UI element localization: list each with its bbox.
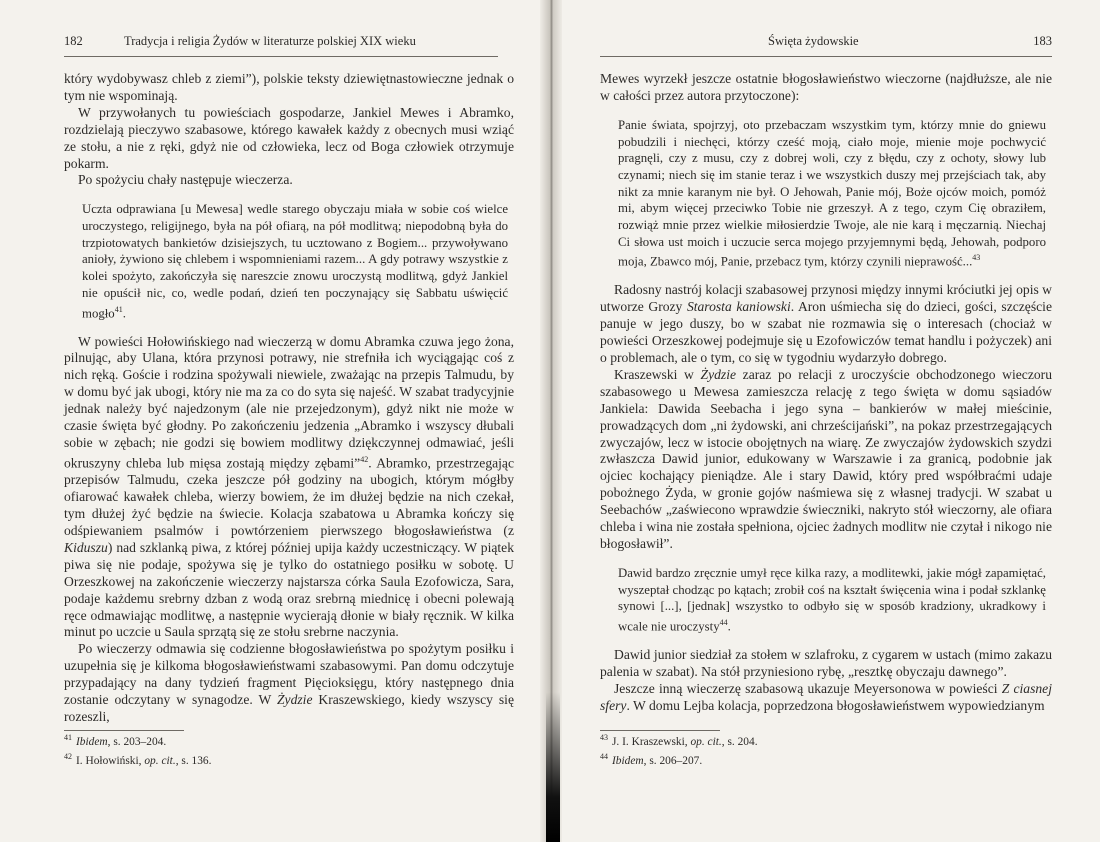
- right-p2-italic: Starosta kaniowski: [686, 299, 791, 315]
- right-quote-2-text: Dawid bardzo zręcznie umył ręce kilka razy, a modlitewki, jakie mógł zapamiętać, wyszeptał chodząc po kątach; zrobił coś na kształt święcenia wina i podał szklankę synowi [...], [jednak] wszystko to odbyło się w sposób kradziony, ukradkowy i wcale nie uroczysty: [618, 565, 1046, 634]
- right-paragraph-2: Radosny nastrój kolacji szabasowej przynosi między innymi króciutki jej opis w utworze Grozy Starosta kaniowski. Aron uśmiecha się do dzieci, gości, szczęście panuje w jego duszy, bo w szabat nie rozmawia się o interesach (chociaż w powieści Orzeszkowej podejmuje się u Ezofowiczów temat handlu i pożyczek) ani o problemach, ale o tym, co się w tygodniu wydarzyło dobrego.: [600, 282, 1052, 366]
- left-paragraph-1: który wydobywasz chleb z ziemi”), polskie teksty dziewiętnastowieczne jednak o tym nie wspominają.: [64, 71, 514, 103]
- right-block-quote-1: [618, 117, 1046, 271]
- right-header-rule: [600, 56, 1052, 57]
- left-quote-text: Uczta odprawiana [u Mewesa] wedle starego obyczaju miała w sobie coś wielce uroczystego, religijnego, była na pół ofiarą, na pół modlitwą; niepodobną była do trzpiotowatych bankietów dzisiejszych, tu ucztowano z Bogiem... przywoływano anioły, żywiono się chlebem i wspomnieniami razem... A gdy potrawy wszystkie z kolei spożyto, zakończyła się nareszcie znowu uroczystą modlitwą, gdyż Jankiel nie opuścił nic, co, wedle podań, dzień ten poczynający się Sabbatu uświęcić mogło: [82, 202, 508, 320]
- right-running-head: [600, 34, 1052, 52]
- left-page-number: 182: [64, 34, 83, 48]
- footnote-ref-44: 44: [719, 618, 728, 628]
- left-p5-italic: Żydzie: [276, 692, 313, 708]
- right-quote-1-text: Panie świata, spojrzyj, oto przebaczam wszystkim tym, którzy mnie do gniewu pobudzili i niechęci, którzy cześć moją, ciało moje, mienie moje pochwycić pragnęli, czy z musu, czy z dobrej woli, czy z błędu, czy z ochoty, słowy lub czynami; niech się im stanie teraz i we wszystkich duszy mej przejściach tak, aby nikt za mnie karanym nie był. O Jehowah, Panie mój, Boże ojców moich, pomóż mi, abym więcej przeciwko Tobie nie grzeszył. A z tego, czym Cię obraziłem, rozwiąż mnie przez wielkie miłosierdzie Twoje, ale nie karą i męczarnią. Niechaj Ci słowa ust moich i uczucie serca mojego przyjemnymi będą, Jehowah, podporo moja, Zbawco mój, Panie, przebacz tym, którzy czynili nieprawość...: [618, 117, 1046, 269]
- right-paragraph-3: Kraszewski w Żydzie zaraz po relacji z uroczyście obchodzonego wieczoru szabasowego u Mewesa zamieszcza relację z tego święta w domu sąsiadów Jankiela: Dawida Seebacha i jego syna – bankierów w małej mieścinie, prowadzących dom „ni żydowski, ani chrześcijański”, na pokaz przestrzegających zwyczajów, lecz w istocie obojętnych na wiarę. Ze zwyczajów żydowskich szydzi zwłaszcza Dawid junior, edukowany w Warszawie i za granicą, podobnie jak ojciec kochający pieniądze. Ale i stary Dawid, który pred współbraćmi udaje pobożnego Żyda, w gronie gojów naśmiewa się z własnej tradycji. W szabat u Seebachów „zaświecono wprawdzie świeczniki, nakryto stół wieczorny, ale ofiara chleba i wina nie została spełniona, ojciec żadnych modlitw nie czytał i nikogo nie błogosławił”.: [600, 366, 1052, 551]
- right-paragraph-4: Dawid junior siedział za stołem w szlafroku, z cygarem w ustach (mimo zakazu palenia w szabat). Na stół przyniesiono rybę, „resztkę obyczaju dawnego”.: [600, 646, 1052, 679]
- right-page-number: 183: [1033, 34, 1052, 48]
- gutter-shadow: [546, 692, 560, 842]
- footnote-ref-41: 41: [114, 304, 123, 314]
- left-footnotes: [64, 730, 211, 768]
- left-paragraph-2: W przywołanych tu powieściach gospodarze, Jankiel Mewes i Abramko, rozdzielają pieczywo szabasowe, którego kawałek każdy z obecnych musi wziąć ze stołu, a nie z ręki, gdyż nie od człowieka, lecz od Boga człowiek otrzymuje pokarm.: [64, 104, 514, 171]
- left-paragraph-5: [64, 641, 514, 726]
- left-paragraph-3: Po spożyciu chały następuje wieczerza.: [78, 172, 293, 188]
- left-paragraph-4: [64, 334, 514, 642]
- left-header-rule: [64, 56, 498, 57]
- left-p4-part-b: . Abramko, przestrzegając przepisów Talmudu, czeka jeszcze pół godziny na ubogich, którym mógłby ofiarować kawałek chleba, wierzy bowiem, że im dłużej będzie na nich czekał, tym dłużej żyć będzie na świecie. Kolacja szabatowa u Abramka kończy się odśpiewaniem psalmów i powtórzeniem pierwszego błogosławieństwa (z: [64, 455, 514, 539]
- right-p5-italic: Z ciasnej sfery: [600, 680, 1052, 713]
- left-p5-part-a: Po wieczerzy odmawia się codzienne błogosławieństwa po spożytym posiłku i uzupełnia się je kilkoma błogosławieństwami szabasowymi. Pan domu odczytuje przypadający na dany tydzień fragment Pięcioksięgu, który następnego dnia zostanie odczytany w synagodze. W: [64, 641, 514, 708]
- right-footnotes: [600, 730, 758, 768]
- right-p3-italic: Żydzie: [700, 366, 737, 382]
- right-block-quote-2: Dawid bardzo zręcznie umył ręce kilka razy, a modlitewki, jakie mógł zapamiętać, wyszeptał chodząc po kątach; zrobił coś na kształt święcenia wina i podał szklankę synowi [...], [jednak] wszystko to odbyło się w sposób kradziony, ukradkowy i wcale nie uroczysty$^{44}$.: [618, 565, 1046, 634]
- left-p4-part-a: W powieści Hołowińskiego nad wieczerzą w domu Abramka czuwa jego żona, pilnując, aby Ulana, która przynosi potrawy, nie strefniła ich wyciągając coś z nich ręką. Goście i rodzina spożywali niewiele, zważając na przepis Talmudu, by w domu być jak ubogi, który nie ma za co do syta się najeść. W szabat tradycyjnie jednak należy być najedzonym (ale nie przejedzonym), gdyż nikt nie może w czasie święta być głodny. Po zakończeniu jedzenia „Abramko i wszyscy dłubali sobie w zębach; nie godzi się bowiem modlitwy dziękczynnej odmawiać, jeśli okruszyny chleba lub mięsa zostają między zębami”: [64, 333, 514, 471]
- left-block-quote: Uczta odprawiana [u Mewesa] wedle starego obyczaju miała w sobie coś wielce uroczystego, religijnego, była na pół ofiarą, na pół modlitwą; niepodobną była do trzpiotowatych bankietów dzisiejszych, tu ucztowano z Bogiem... przywoływano anioły, żywiono się chlebem i wspomnieniami razem... A gdy potrawy wszystkie z kolei spożyto, zakończyła się nareszcie znowu uroczystą modlitwą, gdyż Jankiel nie opuścił nic, co, wedle podań, dzień ten poczynający się Sabbatu uświęcić mogło$^{41}$.: [82, 202, 508, 320]
- right-paragraph-1: Mewes wyrzekł jeszcze ostatnie błogosławieństwo wieczorne (najdłuższe, ale nie w całości przez autora przytoczone):: [600, 71, 1052, 103]
- footnote-44: $^{44}$ Ibidem, s. 206–207.: [600, 751, 703, 767]
- footnote-ref-43: 43: [972, 253, 981, 263]
- right-paragraph-5: Jeszcze inną wieczerzę szabasową ukazuje Meyersonowa w powieści Z ciasnej sfery. W domu Lejba kolacja, poprzedzona błogosławieństwem wypowiedzianym: [600, 680, 1052, 713]
- footnote-42: $^{42}$ I. Hołowiński, op. cit., s. 136.: [64, 751, 212, 767]
- left-p5-part-b: Kraszewskiego, kiedy wszyscy się rozeszli,: [64, 692, 514, 724]
- footnote-41: $^{41}$ Ibidem, s. 203–204.: [64, 733, 167, 749]
- right-page: [550, 0, 1100, 842]
- footnote-ref-42: 42: [360, 454, 369, 464]
- left-running-title: Tradycja i religia Żydów w literaturze polskiej XIX wieku: [124, 34, 416, 48]
- left-p4-italic: Kiduszu: [64, 539, 108, 555]
- left-p4-part-c: ) nad szklanką piwa, z której później upija każdy uczestniczący. W piątek piwa się nie podaje, spożywa się je tylko do ostatniego posiłku w sobotę. U Orzeszkowej na zakończenie wieczerzy najstarsza córka Saula Ezofowicza, Sara, podaje każdemu srebrny dzban z wodą oraz srebrną miednicę i obecni polewają ręce odmawiając modlitwę, a następnie wycierają dłonie w biały ręcznik. W kilka minut po uczcie u Saula sprzątą się ze stołu srebrne naczynia.: [64, 539, 514, 640]
- left-running-head: [64, 34, 514, 52]
- footnote-43: $^{43}$ J. I. Kraszewski, op. cit., s. 204.: [600, 733, 758, 749]
- right-running-title: Święta żydowskie: [768, 34, 859, 48]
